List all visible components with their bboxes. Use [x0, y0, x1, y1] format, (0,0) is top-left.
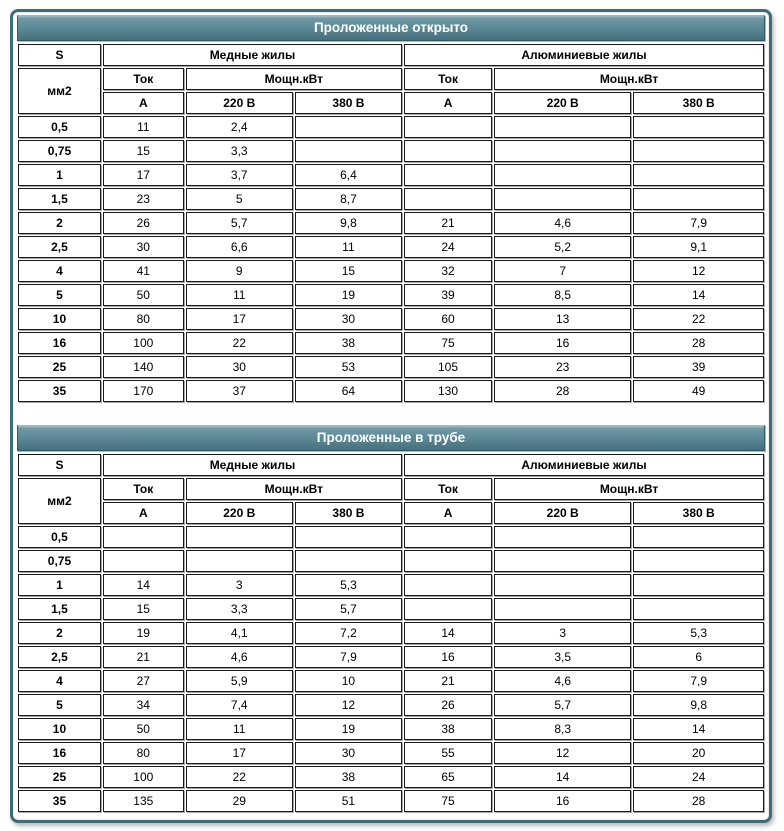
- value-cell: 15: [295, 260, 402, 282]
- value-cell: 50: [103, 284, 184, 306]
- value-cell: [404, 140, 492, 162]
- value-cell: [404, 164, 492, 186]
- value-cell: 60: [404, 308, 492, 330]
- value-cell: 38: [404, 718, 492, 740]
- value-cell: 51: [295, 790, 402, 812]
- value-cell: 15: [103, 598, 184, 620]
- value-cell: 55: [404, 742, 492, 764]
- table-row: [18, 356, 764, 378]
- copper-power-header: Мощн.кВт: [186, 478, 402, 500]
- value-cell: 11: [186, 718, 293, 740]
- value-cell: 30: [103, 236, 184, 258]
- header-row-units: [18, 92, 764, 114]
- value-cell: 29: [186, 790, 293, 812]
- aluminum-amp-header: А: [404, 502, 492, 524]
- value-cell: [633, 140, 764, 162]
- section-size-cell: 10: [18, 718, 101, 740]
- value-cell: 7,9: [295, 646, 402, 668]
- value-cell: [494, 164, 631, 186]
- value-cell: 6,4: [295, 164, 402, 186]
- header-row-groups: [18, 454, 764, 476]
- section-size-cell: 2,5: [18, 236, 101, 258]
- table-row: [18, 598, 764, 620]
- header-row-measures: [18, 68, 764, 90]
- aluminum-current-header: Ток: [404, 68, 492, 90]
- value-cell: [494, 140, 631, 162]
- value-cell: [633, 574, 764, 596]
- open-wiring-table: [16, 42, 766, 404]
- value-cell: [186, 526, 293, 548]
- value-cell: 4,6: [186, 646, 293, 668]
- copper-amp-header: А: [103, 92, 184, 114]
- value-cell: 135: [103, 790, 184, 812]
- value-cell: 17: [186, 308, 293, 330]
- table-row: [18, 742, 764, 764]
- value-cell: 7,2: [295, 622, 402, 644]
- tables-frame: [10, 9, 772, 823]
- value-cell: 14: [494, 766, 631, 788]
- copper-current-header: Ток: [103, 478, 184, 500]
- value-cell: 39: [633, 356, 764, 378]
- value-cell: 32: [404, 260, 492, 282]
- value-cell: [295, 116, 402, 138]
- value-cell: [494, 188, 631, 210]
- value-cell: [295, 550, 402, 572]
- section-size-cell: 1: [18, 164, 101, 186]
- value-cell: 5,7: [186, 212, 293, 234]
- value-cell: 24: [633, 766, 764, 788]
- section-size-cell: 0,5: [18, 116, 101, 138]
- value-cell: 28: [494, 380, 631, 402]
- table-row: [18, 164, 764, 186]
- value-cell: 8,3: [494, 718, 631, 740]
- value-cell: 22: [186, 332, 293, 354]
- value-cell: 26: [404, 694, 492, 716]
- value-cell: 30: [295, 742, 402, 764]
- value-cell: 23: [103, 188, 184, 210]
- value-cell: 39: [404, 284, 492, 306]
- value-cell: 7,9: [633, 670, 764, 692]
- aluminum-380v-header: 380 В: [633, 92, 764, 114]
- value-cell: 4,6: [494, 670, 631, 692]
- section-size-cell: 4: [18, 670, 101, 692]
- value-cell: 8,5: [494, 284, 631, 306]
- copper-220v-header: 220 В: [186, 502, 293, 524]
- value-cell: [633, 164, 764, 186]
- value-cell: 16: [404, 646, 492, 668]
- value-cell: 12: [295, 694, 402, 716]
- value-cell: 64: [295, 380, 402, 402]
- value-cell: 30: [186, 356, 293, 378]
- table-row: [18, 790, 764, 812]
- table-row: [18, 766, 764, 788]
- value-cell: 19: [103, 622, 184, 644]
- aluminum-group-header: Алюминиевые жилы: [404, 454, 764, 476]
- value-cell: 5,3: [295, 574, 402, 596]
- section-size-cell: 5: [18, 284, 101, 306]
- section-size-cell: 16: [18, 332, 101, 354]
- header-row-groups: [18, 44, 764, 66]
- value-cell: [295, 526, 402, 548]
- value-cell: 3,7: [186, 164, 293, 186]
- table-row: [18, 332, 764, 354]
- value-cell: [404, 526, 492, 548]
- value-cell: 14: [633, 718, 764, 740]
- value-cell: 9,8: [633, 694, 764, 716]
- copper-380v-header: 380 В: [295, 92, 402, 114]
- value-cell: 6,6: [186, 236, 293, 258]
- table-row: [18, 188, 764, 210]
- value-cell: 5,9: [186, 670, 293, 692]
- value-cell: 13: [494, 308, 631, 330]
- value-cell: 28: [633, 332, 764, 354]
- value-cell: 38: [295, 332, 402, 354]
- value-cell: 170: [103, 380, 184, 402]
- value-cell: 19: [295, 718, 402, 740]
- aluminum-220v-header: 220 В: [494, 502, 631, 524]
- value-cell: 53: [295, 356, 402, 378]
- value-cell: [404, 574, 492, 596]
- value-cell: 21: [404, 670, 492, 692]
- value-cell: 8,7: [295, 188, 402, 210]
- value-cell: 4,6: [494, 212, 631, 234]
- value-cell: [103, 526, 184, 548]
- table-row: [18, 236, 764, 258]
- value-cell: [186, 550, 293, 572]
- section-size-cell: 0,5: [18, 526, 101, 548]
- value-cell: 65: [404, 766, 492, 788]
- section-size-cell: 2,5: [18, 646, 101, 668]
- value-cell: 3,3: [186, 140, 293, 162]
- table-row: [18, 694, 764, 716]
- value-cell: 17: [186, 742, 293, 764]
- value-cell: 16: [494, 332, 631, 354]
- value-cell: 34: [103, 694, 184, 716]
- value-cell: 14: [103, 574, 184, 596]
- value-cell: 9,1: [633, 236, 764, 258]
- section-size-cell: 25: [18, 766, 101, 788]
- value-cell: 80: [103, 308, 184, 330]
- header-row-measures: [18, 478, 764, 500]
- table-row: [18, 380, 764, 402]
- value-cell: 3,3: [186, 598, 293, 620]
- value-cell: [633, 116, 764, 138]
- value-cell: 5,3: [633, 622, 764, 644]
- value-cell: 7,4: [186, 694, 293, 716]
- value-cell: 20: [633, 742, 764, 764]
- value-cell: 5,2: [494, 236, 631, 258]
- aluminum-amp-header: А: [404, 92, 492, 114]
- section-size-cell: 2: [18, 622, 101, 644]
- value-cell: 23: [494, 356, 631, 378]
- section-size-cell: 1,5: [18, 598, 101, 620]
- value-cell: 30: [295, 308, 402, 330]
- s-unit-header: мм2: [18, 478, 101, 524]
- section-size-cell: 25: [18, 356, 101, 378]
- value-cell: 11: [103, 116, 184, 138]
- value-cell: 7,9: [633, 212, 764, 234]
- section-size-cell: 1: [18, 574, 101, 596]
- section-size-cell: 2: [18, 212, 101, 234]
- value-cell: 5: [186, 188, 293, 210]
- value-cell: 100: [103, 766, 184, 788]
- section-size-cell: 16: [18, 742, 101, 764]
- value-cell: 17: [103, 164, 184, 186]
- value-cell: [494, 574, 631, 596]
- value-cell: [633, 550, 764, 572]
- aluminum-220v-header: 220 В: [494, 92, 631, 114]
- value-cell: [633, 526, 764, 548]
- section-size-cell: 5: [18, 694, 101, 716]
- s-header: S: [18, 44, 101, 66]
- value-cell: 3: [186, 574, 293, 596]
- value-cell: [494, 550, 631, 572]
- value-cell: 105: [404, 356, 492, 378]
- tables-spacer: [16, 404, 766, 424]
- value-cell: 140: [103, 356, 184, 378]
- value-cell: 22: [633, 308, 764, 330]
- table-row: [18, 284, 764, 306]
- copper-power-header: Мощн.кВт: [186, 68, 402, 90]
- value-cell: 14: [633, 284, 764, 306]
- copper-group-header: Медные жилы: [103, 44, 402, 66]
- value-cell: 5,7: [494, 694, 631, 716]
- value-cell: 100: [103, 332, 184, 354]
- value-cell: 24: [404, 236, 492, 258]
- value-cell: 130: [404, 380, 492, 402]
- value-cell: 37: [186, 380, 293, 402]
- section-size-cell: 35: [18, 790, 101, 812]
- value-cell: 10: [295, 670, 402, 692]
- value-cell: [494, 116, 631, 138]
- value-cell: [494, 598, 631, 620]
- aluminum-power-header: Мощн.кВт: [494, 478, 764, 500]
- value-cell: 27: [103, 670, 184, 692]
- aluminum-380v-header: 380 В: [633, 502, 764, 524]
- table-row: [18, 670, 764, 692]
- copper-current-header: Ток: [103, 68, 184, 90]
- table-row: [18, 574, 764, 596]
- header-row-units: [18, 502, 764, 524]
- section-size-cell: 1,5: [18, 188, 101, 210]
- s-header: S: [18, 454, 101, 476]
- value-cell: 14: [404, 622, 492, 644]
- table-row: [18, 526, 764, 548]
- table-row: [18, 212, 764, 234]
- value-cell: 41: [103, 260, 184, 282]
- value-cell: 16: [494, 790, 631, 812]
- table-title-pipe-wiring: Проложенные в трубе: [17, 425, 765, 451]
- value-cell: [404, 116, 492, 138]
- value-cell: 50: [103, 718, 184, 740]
- value-cell: 19: [295, 284, 402, 306]
- value-cell: 9: [186, 260, 293, 282]
- value-cell: 22: [186, 766, 293, 788]
- table-row: [18, 140, 764, 162]
- table-row: [18, 550, 764, 572]
- value-cell: [633, 598, 764, 620]
- value-cell: [404, 550, 492, 572]
- value-cell: 11: [295, 236, 402, 258]
- value-cell: 5,7: [295, 598, 402, 620]
- value-cell: 9,8: [295, 212, 402, 234]
- value-cell: 28: [633, 790, 764, 812]
- value-cell: [404, 598, 492, 620]
- value-cell: 80: [103, 742, 184, 764]
- value-cell: 12: [494, 742, 631, 764]
- value-cell: 49: [633, 380, 764, 402]
- value-cell: 75: [404, 790, 492, 812]
- aluminum-current-header: Ток: [404, 478, 492, 500]
- table-title-open-wiring: Проложенные открыто: [17, 15, 765, 41]
- value-cell: 4,1: [186, 622, 293, 644]
- value-cell: 21: [103, 646, 184, 668]
- value-cell: [494, 526, 631, 548]
- table-row: [18, 646, 764, 668]
- value-cell: 15: [103, 140, 184, 162]
- value-cell: 7: [494, 260, 631, 282]
- value-cell: 3: [494, 622, 631, 644]
- table-row: [18, 622, 764, 644]
- value-cell: [633, 188, 764, 210]
- value-cell: 11: [186, 284, 293, 306]
- value-cell: 26: [103, 212, 184, 234]
- aluminum-group-header: Алюминиевые жилы: [404, 44, 764, 66]
- copper-amp-header: А: [103, 502, 184, 524]
- section-size-cell: 0,75: [18, 550, 101, 572]
- table-row: [18, 718, 764, 740]
- aluminum-power-header: Мощн.кВт: [494, 68, 764, 90]
- value-cell: 2,4: [186, 116, 293, 138]
- table-row: [18, 116, 764, 138]
- section-size-cell: 35: [18, 380, 101, 402]
- copper-group-header: Медные жилы: [103, 454, 402, 476]
- value-cell: 38: [295, 766, 402, 788]
- table-row: [18, 260, 764, 282]
- value-cell: 75: [404, 332, 492, 354]
- value-cell: [295, 140, 402, 162]
- copper-220v-header: 220 В: [186, 92, 293, 114]
- value-cell: 12: [633, 260, 764, 282]
- s-unit-header: мм2: [18, 68, 101, 114]
- value-cell: [103, 550, 184, 572]
- section-size-cell: 0,75: [18, 140, 101, 162]
- table-row: [18, 308, 764, 330]
- value-cell: [404, 188, 492, 210]
- pipe-wiring-table: [16, 452, 766, 814]
- section-size-cell: 10: [18, 308, 101, 330]
- value-cell: 6: [633, 646, 764, 668]
- value-cell: 3,5: [494, 646, 631, 668]
- section-size-cell: 4: [18, 260, 101, 282]
- value-cell: 21: [404, 212, 492, 234]
- copper-380v-header: 380 В: [295, 502, 402, 524]
